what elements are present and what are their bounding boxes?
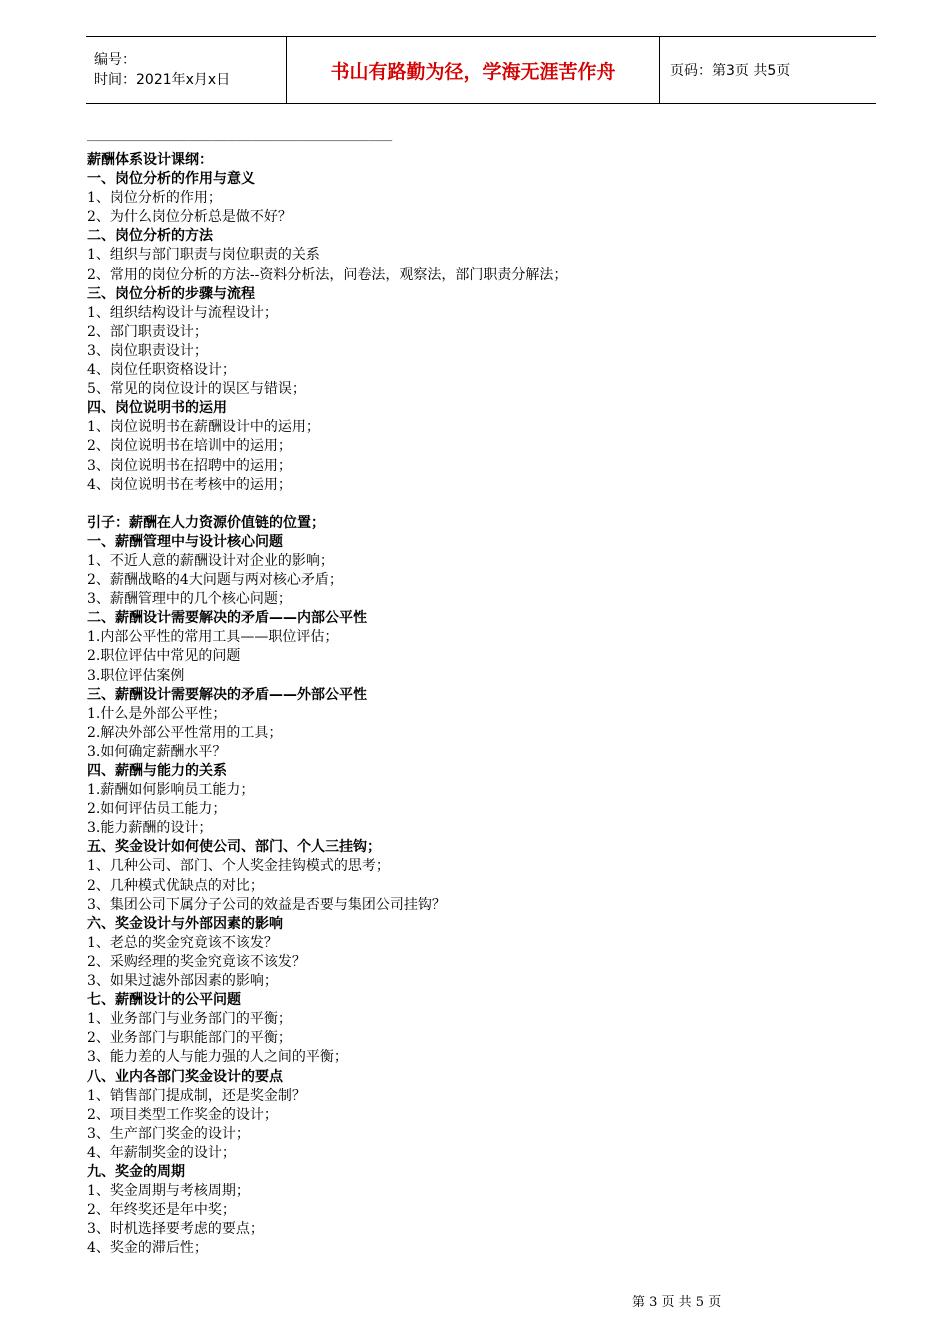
list-item: 3、能力差的人与能力强的人之间的平衡； — [87, 1049, 348, 1066]
list-item: 1、岗位说明书在薪酬设计中的运用； — [87, 419, 320, 436]
list-item: 1、奖金周期与考核周期； — [87, 1183, 250, 1200]
list-item: 4、岗位任职资格设计； — [87, 362, 236, 379]
list-item: 2、采购经理的奖金究竟该不该发？ — [87, 953, 306, 970]
section-heading: 八、业内各部门奖金设计的要点 — [87, 1068, 283, 1085]
page-header — [86, 36, 876, 104]
list-item: 4、年薪制奖金的设计； — [87, 1144, 236, 1161]
separator-line: _______________________________________ — [87, 127, 393, 142]
header-page-cell — [660, 37, 877, 104]
list-item: 2、薪酬战略的4大问题与两对核心矛盾； — [87, 572, 343, 589]
syllabus-section-compensation — [87, 514, 887, 1259]
list-item: 2、为什么岗位分析总是做不好？ — [87, 209, 292, 226]
list-item: 3、薪酬管理中的几个核心问题； — [87, 591, 292, 608]
section-heading: 三、岗位分析的步骤与流程 — [87, 285, 255, 302]
section-heading: 三、薪酬设计需要解决的矛盾——外部公平性 — [87, 686, 367, 703]
syllabus-section-job-analysis — [87, 151, 887, 495]
header-page-info: 页码：第3页 共5页 — [670, 63, 791, 79]
section-heading: 一、岗位分析的作用与意义 — [87, 171, 255, 188]
section-heading: 六、奖金设计与外部因素的影响 — [87, 915, 283, 932]
list-item: 2.如何评估员工能力； — [87, 801, 227, 818]
list-item: 2.职位评估中常见的问题 — [87, 648, 241, 665]
list-item: 1、业务部门与业务部门的平衡； — [87, 1011, 292, 1028]
list-item: 2、业务部门与职能部门的平衡； — [87, 1030, 292, 1047]
list-item: 3、如果过滤外部因素的影响； — [87, 973, 278, 990]
section-heading: 引子：薪酬在人力资源价值链的位置； — [87, 514, 325, 531]
list-item: 3、岗位说明书在招聘中的运用； — [87, 457, 292, 474]
section-heading: 一、薪酬管理中与设计核心问题 — [87, 533, 283, 550]
page-footer: 第 3 页 共 5 页 — [632, 1295, 722, 1310]
list-item: 1、老总的奖金究竟该不该发？ — [87, 934, 278, 951]
list-item: 3.职位评估案例 — [87, 667, 185, 684]
list-item: 4、奖金的滞后性； — [87, 1240, 208, 1257]
document-body — [87, 151, 887, 1258]
list-item: 1、几种公司、部门、个人奖金挂钩模式的思考； — [87, 858, 390, 875]
list-item: 4、岗位说明书在考核中的运用； — [87, 476, 292, 493]
list-item: 3.如何确定薪酬水平？ — [87, 743, 227, 760]
header-motto: 书山有路勤为径，学海无涯苦作舟 — [330, 60, 616, 83]
list-item: 1、组织结构设计与流程设计； — [87, 304, 278, 321]
header-motto-cell — [287, 37, 660, 104]
list-item: 1、组织与部门职责与岗位职责的关系 — [87, 247, 320, 264]
list-item: 1、岗位分析的作用； — [87, 190, 222, 207]
section-gap — [87, 495, 887, 514]
document-date: 时间：2021年x月x日 — [94, 72, 231, 88]
list-item: 5、常见的岗位设计的误区与错误； — [87, 381, 306, 398]
document-number-label: 编号： — [94, 52, 136, 68]
list-item: 2.解决外部公平性常用的工具； — [87, 724, 283, 741]
list-item: 2、项目类型工作奖金的设计； — [87, 1106, 278, 1123]
list-item: 2、几种模式优缺点的对比； — [87, 877, 264, 894]
list-item: 3、生产部门奖金的设计； — [87, 1125, 250, 1142]
list-item: 1、销售部门提成制，还是奖金制？ — [87, 1087, 306, 1104]
list-item: 2、常用的岗位分析的方法--资料分析法，问卷法，观察法，部门职责分解法； — [87, 266, 568, 283]
section-heading: 七、薪酬设计的公平问题 — [87, 992, 241, 1009]
section-heading: 薪酬体系设计课纲： — [87, 152, 213, 168]
list-item: 1、不近人意的薪酬设计对企业的影响； — [87, 552, 334, 569]
list-item: 1.薪酬如何影响员工能力； — [87, 782, 255, 799]
list-item: 1.内部公平性的常用工具——职位评估； — [87, 629, 339, 646]
section-heading: 二、岗位分析的方法 — [87, 228, 213, 245]
section-heading: 四、岗位说明书的运用 — [87, 400, 227, 417]
section-heading: 四、薪酬与能力的关系 — [87, 763, 227, 779]
header-meta-cell — [86, 37, 287, 104]
list-item: 2、年终奖还是年中奖； — [87, 1202, 236, 1219]
list-item: 2、岗位说明书在培训中的运用； — [87, 438, 292, 455]
list-item: 3.能力薪酬的设计； — [87, 820, 213, 837]
section-heading: 九、奖金的周期 — [87, 1163, 185, 1180]
list-item: 2、部门职责设计； — [87, 323, 208, 340]
section-heading: 二、薪酬设计需要解决的矛盾——内部公平性 — [87, 610, 367, 627]
list-item: 1.什么是外部公平性； — [87, 705, 227, 722]
section-heading: 五、奖金设计如何使公司、部门、个人三挂钩； — [87, 839, 381, 856]
list-item: 3、时机选择要考虑的要点； — [87, 1221, 264, 1238]
list-item: 3、岗位职责设计； — [87, 342, 208, 359]
list-item: 3、集团公司下属分子公司的效益是否要与集团公司挂钩？ — [87, 896, 446, 913]
